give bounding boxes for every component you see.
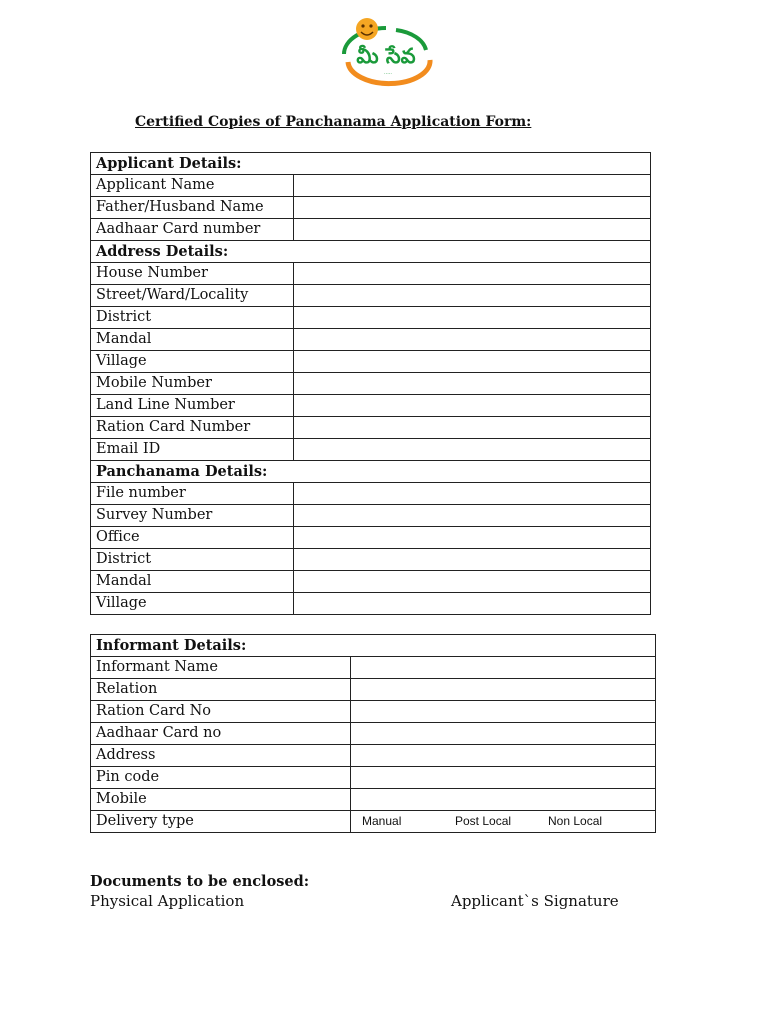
table-row <box>91 351 651 373</box>
father-husband-name-field[interactable] <box>294 197 651 219</box>
applicant-signature-label: Applicant`s Signature <box>451 892 619 910</box>
panchanama-district-field[interactable] <box>294 549 651 571</box>
table-row <box>91 439 651 461</box>
ration-card-number-field[interactable] <box>294 417 651 439</box>
ration-card-no-label: Ration Card No <box>91 701 351 723</box>
mandal-label: Mandal <box>91 329 294 351</box>
delivery-type-label: Delivery type <box>91 811 351 833</box>
street-field[interactable] <box>294 285 651 307</box>
father-husband-name-label: Father/Husband Name <box>91 197 294 219</box>
table-row <box>91 811 656 833</box>
panchanama-mandal-label: Mandal <box>91 571 294 593</box>
informant-details-table <box>90 634 656 833</box>
applicant-address-panchanama-table <box>90 152 651 615</box>
table-row <box>91 307 651 329</box>
table-row <box>91 285 651 307</box>
relation-field[interactable] <box>351 679 656 701</box>
pin-code-label: Pin code <box>91 767 351 789</box>
document-item: Physical Application <box>90 892 245 910</box>
table-row <box>91 219 651 241</box>
table-row <box>91 789 656 811</box>
mobile-number-field[interactable] <box>294 373 651 395</box>
table-row <box>91 395 651 417</box>
pin-code-field[interactable] <box>351 767 656 789</box>
table-row <box>91 767 656 789</box>
village-field[interactable] <box>294 351 651 373</box>
email-id-field[interactable] <box>294 439 651 461</box>
address-field[interactable] <box>351 745 656 767</box>
relation-label: Relation <box>91 679 351 701</box>
table-row <box>91 571 651 593</box>
table-row <box>91 373 651 395</box>
village-label: Village <box>91 351 294 373</box>
mobile-number-label: Mobile Number <box>91 373 294 395</box>
delivery-option-post-local[interactable]: Post Local <box>455 814 512 828</box>
file-number-label: File number <box>91 483 294 505</box>
panchanama-details-heading: Panchanama Details: <box>91 461 651 483</box>
table-row <box>91 593 651 615</box>
table-row <box>91 329 651 351</box>
informant-name-label: Informant Name <box>91 657 351 679</box>
section-row <box>91 461 651 483</box>
address-details-heading: Address Details: <box>91 241 651 263</box>
district-label: District <box>91 307 294 329</box>
smiley-icon <box>356 18 378 40</box>
section-row <box>91 241 651 263</box>
office-label: Office <box>91 527 294 549</box>
panchanama-district-label: District <box>91 549 294 571</box>
applicant-name-label: Applicant Name <box>91 175 294 197</box>
mobile-label: Mobile <box>91 789 351 811</box>
table-row <box>91 679 656 701</box>
logo-tagline: ..... <box>384 70 392 76</box>
documents-heading: Documents to be enclosed: <box>90 873 310 890</box>
informant-details-heading: Informant Details: <box>91 635 656 657</box>
email-id-label: Email ID <box>91 439 294 461</box>
panchanama-village-field[interactable] <box>294 593 651 615</box>
panchanama-mandal-field[interactable] <box>294 571 651 593</box>
survey-number-label: Survey Number <box>91 505 294 527</box>
logo-text: మీ సేవ <box>356 44 416 68</box>
table-row <box>91 197 651 219</box>
meeseva-logo <box>336 14 436 90</box>
table-row <box>91 175 651 197</box>
delivery-type-options <box>351 811 656 833</box>
applicant-details-heading: Applicant Details: <box>91 153 651 175</box>
aadhaar-card-no-label: Aadhaar Card no <box>91 723 351 745</box>
mobile-field[interactable] <box>351 789 656 811</box>
street-label: Street/Ward/Locality <box>91 285 294 307</box>
panchanama-village-label: Village <box>91 593 294 615</box>
land-line-number-field[interactable] <box>294 395 651 417</box>
aadhaar-card-no-field[interactable] <box>351 723 656 745</box>
form-title: Certified Copies of Panchanama Application Form: <box>135 114 532 130</box>
aadhaar-card-number-label: Aadhaar Card number <box>91 219 294 241</box>
section-row <box>91 153 651 175</box>
table-row <box>91 549 651 571</box>
table-row <box>91 505 651 527</box>
table-row <box>91 745 656 767</box>
house-number-field[interactable] <box>294 263 651 285</box>
table-row <box>91 657 656 679</box>
address-label: Address <box>91 745 351 767</box>
survey-number-field[interactable] <box>294 505 651 527</box>
land-line-number-label: Land Line Number <box>91 395 294 417</box>
ration-card-no-field[interactable] <box>351 701 656 723</box>
aadhaar-card-number-field[interactable] <box>294 219 651 241</box>
office-field[interactable] <box>294 527 651 549</box>
table-row <box>91 527 651 549</box>
delivery-option-manual[interactable]: Manual <box>362 814 402 828</box>
table-row <box>91 723 656 745</box>
table-row <box>91 263 651 285</box>
delivery-option-non-local[interactable]: Non Local <box>548 814 603 828</box>
district-field[interactable] <box>294 307 651 329</box>
mandal-field[interactable] <box>294 329 651 351</box>
table-row <box>91 417 651 439</box>
section-row <box>91 635 656 657</box>
file-number-field[interactable] <box>294 483 651 505</box>
house-number-label: House Number <box>91 263 294 285</box>
informant-name-field[interactable] <box>351 657 656 679</box>
table-row <box>91 483 651 505</box>
applicant-name-field[interactable] <box>294 175 651 197</box>
ration-card-number-label: Ration Card Number <box>91 417 294 439</box>
table-row <box>91 701 656 723</box>
